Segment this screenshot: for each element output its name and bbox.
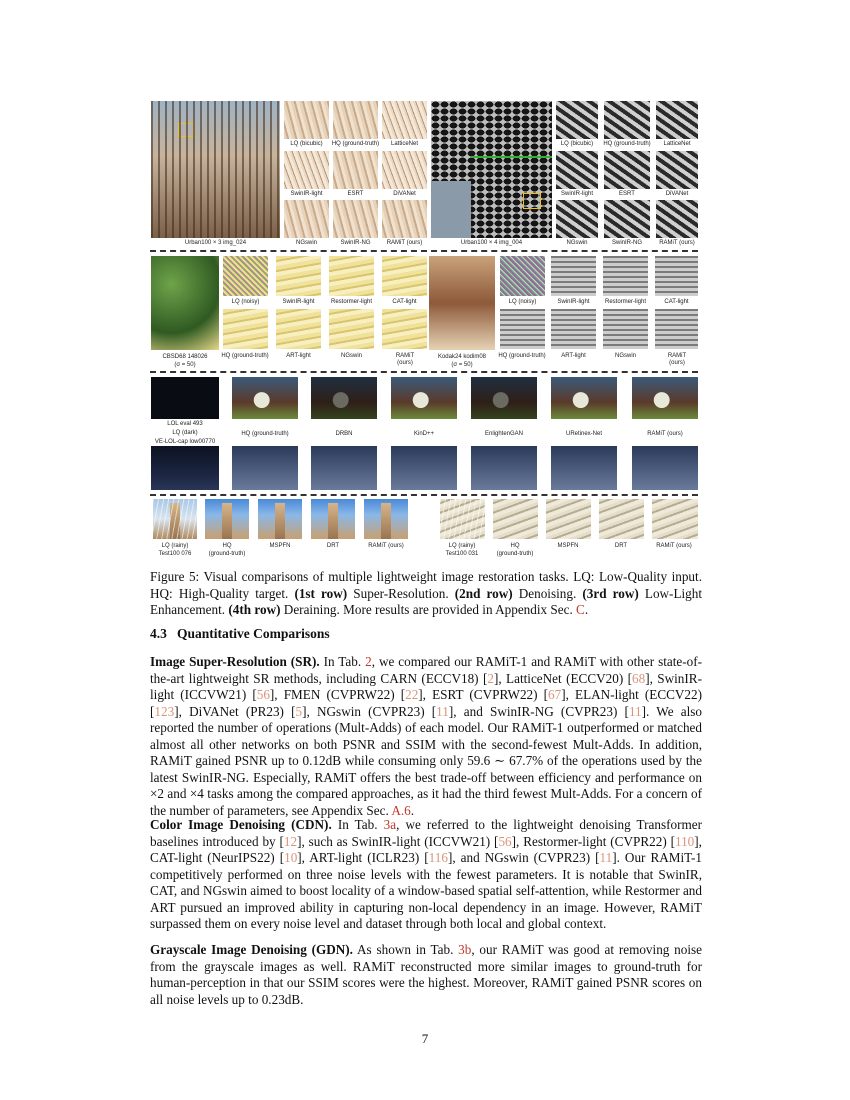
dn-right-caption: Restormer-light — [604, 299, 646, 305]
sr-left-caption: SwinIR-light — [290, 191, 323, 197]
appendix-link[interactable]: A.6 — [391, 802, 411, 818]
sr-left-crop — [284, 101, 329, 139]
sr-left-caption: LQ (bicubic) — [290, 141, 323, 147]
citation-link[interactable]: 56 — [256, 687, 270, 702]
ll-result-image — [551, 377, 617, 419]
dr-right-image — [599, 499, 644, 539]
dn-right-main-image — [429, 256, 495, 350]
ll-lq-image-2 — [151, 446, 219, 490]
building-panel — [431, 181, 471, 238]
ll-caption: KinD++ — [413, 431, 434, 437]
paragraph-cdn: Color Image Denoising (CDN). In Tab. 3a, we referred to the lightweight denoising Transformer baselines introduced by [12], such as SwinIR-light (ICCVW21) [56], Restormer-light (CVPR22) [110], CAT-light (NeurIPS22) [10], ART-light (ICLR23) [116], and NGswin (CVPR23) [11]. Our RAMiT-1 competitively performed on three noise levels with the fewest parameters. It is notable that SwinIR, CAT, and NGswin aimed to boost locality of a window-based spatial self-attention, while Restormer and ART pursued an improved ability in capturing non-local dependency in an image. However, RAMiT surpassed them on every noise level and dataset through both local and global context. — [150, 817, 703, 931]
dn-right-image-label: Kodak24 kodim08 — [437, 354, 487, 360]
dn-left-caption: LQ (noisy) — [231, 299, 260, 305]
row-divider — [150, 371, 698, 373]
dn-right-crop — [551, 256, 596, 296]
dn-left-caption: CAT-light — [392, 299, 417, 305]
dr-left-image — [311, 499, 355, 539]
dn-left-caption: Restormer-light — [330, 299, 372, 305]
citation-link[interactable]: 56 — [498, 833, 512, 849]
ll-caption: HQ (ground-truth) — [241, 431, 289, 437]
dn-right-caption: HQ (ground-truth) — [498, 353, 546, 359]
sr-right-caption: HQ (ground-truth) — [603, 141, 651, 147]
citation-link[interactable]: 116 — [428, 850, 448, 865]
dn-left-crop — [223, 309, 268, 349]
dr-left-caption: LQ (rainy) — [161, 543, 189, 549]
dn-left-crop — [223, 256, 268, 296]
sr-right-crop — [604, 101, 650, 139]
citation-link[interactable]: 110 — [674, 833, 695, 849]
dn-right-caption: RAMiT (ours) — [667, 353, 687, 366]
dn-left-image-label: CBSD68 148026 — [162, 354, 208, 360]
citation-link[interactable]: 10 — [284, 850, 298, 865]
dr-left-caption: HQ — [222, 543, 232, 549]
sr-left-caption: ESRT — [347, 191, 364, 197]
citation-link[interactable]: 5 — [295, 703, 303, 719]
dn-left-image-sigma: (σ = 50) — [174, 362, 196, 368]
dn-left-crop — [276, 256, 321, 296]
dn-right-crop — [603, 309, 648, 349]
ll-result-image — [311, 377, 377, 419]
dn-right-crop — [603, 256, 648, 296]
sr-right-crop — [656, 101, 698, 139]
ll-image-label-a: LOL eval 493 — [167, 421, 203, 427]
dn-right-caption: LQ (noisy) — [508, 299, 537, 305]
dn-right-caption: ART-light — [561, 353, 586, 359]
dr-right-image — [652, 499, 698, 539]
dn-right-crop — [655, 256, 698, 296]
ll-result-image-2 — [311, 446, 377, 490]
sr-left-crop — [382, 151, 427, 189]
dn-left-caption: SwinIR-light — [282, 299, 315, 305]
sr-right-crop — [556, 151, 598, 189]
sr-right-caption: ESRT — [619, 191, 635, 197]
row-divider — [150, 494, 698, 496]
sr-right-main-image — [431, 101, 552, 238]
dn-left-caption: RAMiT (ours) — [395, 353, 415, 366]
sr-right-caption: DiVANet — [665, 191, 689, 197]
dn-left-crop — [329, 256, 374, 296]
sr-right-caption: SwinIR-light — [560, 191, 593, 197]
ll-caption: RAMiT (ours) — [647, 431, 683, 437]
dn-left-caption: ART-light — [286, 353, 311, 359]
ll-caption: URetinex-Net — [565, 431, 602, 437]
dr-right-caption: MSPFN — [557, 543, 579, 549]
dr-right-image — [493, 499, 538, 539]
sr-left-caption: SwinIR-NG — [340, 240, 371, 246]
ll-result-image-2 — [391, 446, 457, 490]
citation-link[interactable]: 2 — [487, 670, 494, 686]
dr-right-subcaption: Test100 031 — [445, 551, 479, 557]
sr-right-crop — [656, 151, 698, 189]
sr-left-crop — [284, 200, 329, 238]
citation-link[interactable]: 123 — [154, 703, 175, 719]
ll-image-label-b: LQ (dark) — [172, 430, 198, 436]
dn-right-image-sigma: (σ = 50) — [451, 362, 473, 368]
dr-left-caption: DRT — [326, 543, 340, 549]
green-stripe — [471, 156, 552, 158]
dr-right-caption: RAMiT (ours) — [656, 543, 692, 549]
sr-left-caption: LatticeNet — [390, 141, 418, 147]
sr-left-crop — [382, 200, 427, 238]
dr-right-caption: LQ (rainy) — [448, 543, 476, 549]
ll-lq-image-1 — [151, 377, 219, 419]
citation-link[interactable]: 68 — [632, 670, 646, 686]
sr-right-crop — [556, 200, 598, 238]
ll-result-image — [232, 377, 298, 419]
citation-link[interactable]: 67 — [548, 687, 562, 702]
table-link[interactable]: 3a — [383, 817, 397, 832]
sr-left-caption: DiVANet — [393, 191, 416, 197]
ll-result-image-2 — [632, 446, 698, 490]
sr-left-crop — [333, 101, 378, 139]
dr-left-caption: RAMiT (ours) — [368, 543, 404, 549]
citation-link[interactable]: 11 — [628, 703, 642, 719]
ll-caption: EnlightenGAN — [484, 431, 524, 437]
sr-left-crop — [333, 151, 378, 189]
ll-result-image-2 — [232, 446, 298, 490]
sr-right-caption: RAMiT (ours) — [659, 240, 695, 246]
citation-link[interactable]: 11 — [599, 850, 613, 865]
ll-caption: DRBN — [335, 431, 353, 437]
sr-left-crop — [333, 200, 378, 238]
dn-right-crop — [500, 309, 545, 349]
ll-image-label-c: VE-LOL-cap low00770 — [154, 439, 216, 445]
dr-left-image — [258, 499, 302, 539]
dr-right-subcaption: (ground-truth) — [496, 551, 534, 557]
dn-left-caption: NGswin — [340, 353, 362, 359]
sr-left-crop — [284, 151, 329, 189]
sr-left-image-label: Urban100 × 3 img_024 — [184, 240, 247, 246]
dr-right-caption: DRT — [614, 543, 628, 549]
dr-left-subcaption: Test100 076 — [158, 551, 192, 557]
sr-left-caption: HQ (ground-truth) — [331, 141, 380, 147]
ll-result-image — [632, 377, 698, 419]
dn-right-caption: CAT-light — [664, 299, 689, 305]
sr-right-caption: LatticeNet — [663, 141, 691, 147]
citation-link[interactable]: 11 — [436, 703, 449, 719]
table-link[interactable]: 2 — [365, 654, 372, 669]
dn-right-crop — [551, 309, 596, 349]
dn-left-caption: HQ (ground-truth) — [221, 353, 269, 359]
dn-right-caption: NGswin — [614, 353, 636, 359]
ll-result-image-2 — [471, 446, 537, 490]
paragraph-sr: Image Super-Resolution (SR). In Tab. 2, we compared our RAMiT-1 and RAMiT with other state-of-the-art lightweight SR methods, including CARN (ECCV18) [2], LatticeNet (ECCV20) [68], SwinIR-light (ICCVW21) [56], FMEN (CVPRW22) [22], ESRT (CVPRW22) [67], ELAN-light (ECCV22) [123], DiVANet (PR23) [5], NGswin (CVPR23) [11], and SwinIR-NG (CVPR23) [11]. We also reported the number of operations (Mult-Adds) of each model. Our RAMiT-1 outperformed or matched almost all other networks on both PSNR and SSIM with the second-fewest Mult-Adds. In addition, RAMiT gained PSNR up to 0.12dB while consuming only 59.6 ∼ 67.7% of the operations used by the latest SwinIR-NG. Especially, RAMiT offers the best trade-off between efficiency and performance on ×2 and ×4 tasks among the compared approaches, as it had the third fewest Mult-Adds. For a concern of the number of parameters, see Appendix Sec. A.6. — [150, 654, 703, 818]
zoom-box — [178, 123, 194, 137]
figure-caption: Figure 5: Visual comparisons of multiple lightweight image restoration tasks. LQ: Low-Quality input. HQ: High-Quality target. (1st row) Super-Resolution. (2nd row) Denoising. (3rd row) Low-Light Enhancement. (4th row) Deraining. More results are provided in Appendix Sec. C. — [150, 569, 703, 617]
sr-right-caption: NGswin — [566, 240, 588, 246]
paragraph-gdn: Grayscale Image Denoising (GDN). As shown in Tab. 3b, our RAMiT was good at removing noise from the grayscale images as well. RAMiT reconstructed more similar images to ground-truth for human-perception in that our SSIM scores were the highest. Moreover, RAMiT gained PSNR scores on all noise levels up to 0.23dB. — [150, 942, 702, 1007]
dr-left-image — [205, 499, 249, 539]
zoom-box — [523, 193, 541, 209]
appendix-link[interactable]: C — [576, 602, 585, 617]
sr-right-caption: LQ (bicubic) — [560, 141, 594, 147]
sr-right-crop — [604, 200, 650, 238]
sr-right-crop — [556, 101, 598, 139]
dn-left-crop — [276, 309, 321, 349]
dn-left-crop — [329, 309, 374, 349]
dn-left-crop — [382, 256, 427, 296]
sr-right-crop — [604, 151, 650, 189]
sr-left-crop — [382, 101, 427, 139]
sr-right-image-label: Urban100 × 4 img_004 — [460, 240, 523, 246]
dn-right-crop — [655, 309, 698, 349]
dr-right-image — [546, 499, 591, 539]
dr-left-image — [153, 499, 197, 539]
sr-left-caption: RAMiT (ours) — [386, 240, 423, 246]
dr-left-subcaption: (ground-truth) — [208, 551, 246, 557]
table-link[interactable]: 3b — [458, 942, 472, 957]
dn-right-crop — [500, 256, 545, 296]
ll-result-image-2 — [551, 446, 617, 490]
dn-left-crop — [382, 309, 427, 349]
sr-right-caption: SwinIR-NG — [611, 240, 642, 246]
row-divider — [150, 250, 698, 252]
citation-link[interactable]: 12 — [283, 833, 298, 849]
dr-left-caption: MSPFN — [269, 543, 291, 549]
page-number: 7 — [421, 1031, 429, 1046]
dn-left-main-image — [151, 256, 219, 350]
ll-result-image — [391, 377, 457, 419]
sr-right-crop — [656, 200, 698, 238]
citation-link[interactable]: 22 — [405, 687, 419, 702]
sr-left-main-image — [151, 101, 280, 238]
dr-right-caption: HQ — [510, 543, 520, 549]
dr-right-image — [440, 499, 485, 539]
dn-right-caption: SwinIR-light — [557, 299, 590, 305]
ll-result-image — [471, 377, 537, 419]
sr-left-caption: NGswin — [295, 240, 317, 246]
dr-left-image — [364, 499, 408, 539]
section-heading: 4.3 Quantitative Comparisons — [150, 626, 330, 641]
